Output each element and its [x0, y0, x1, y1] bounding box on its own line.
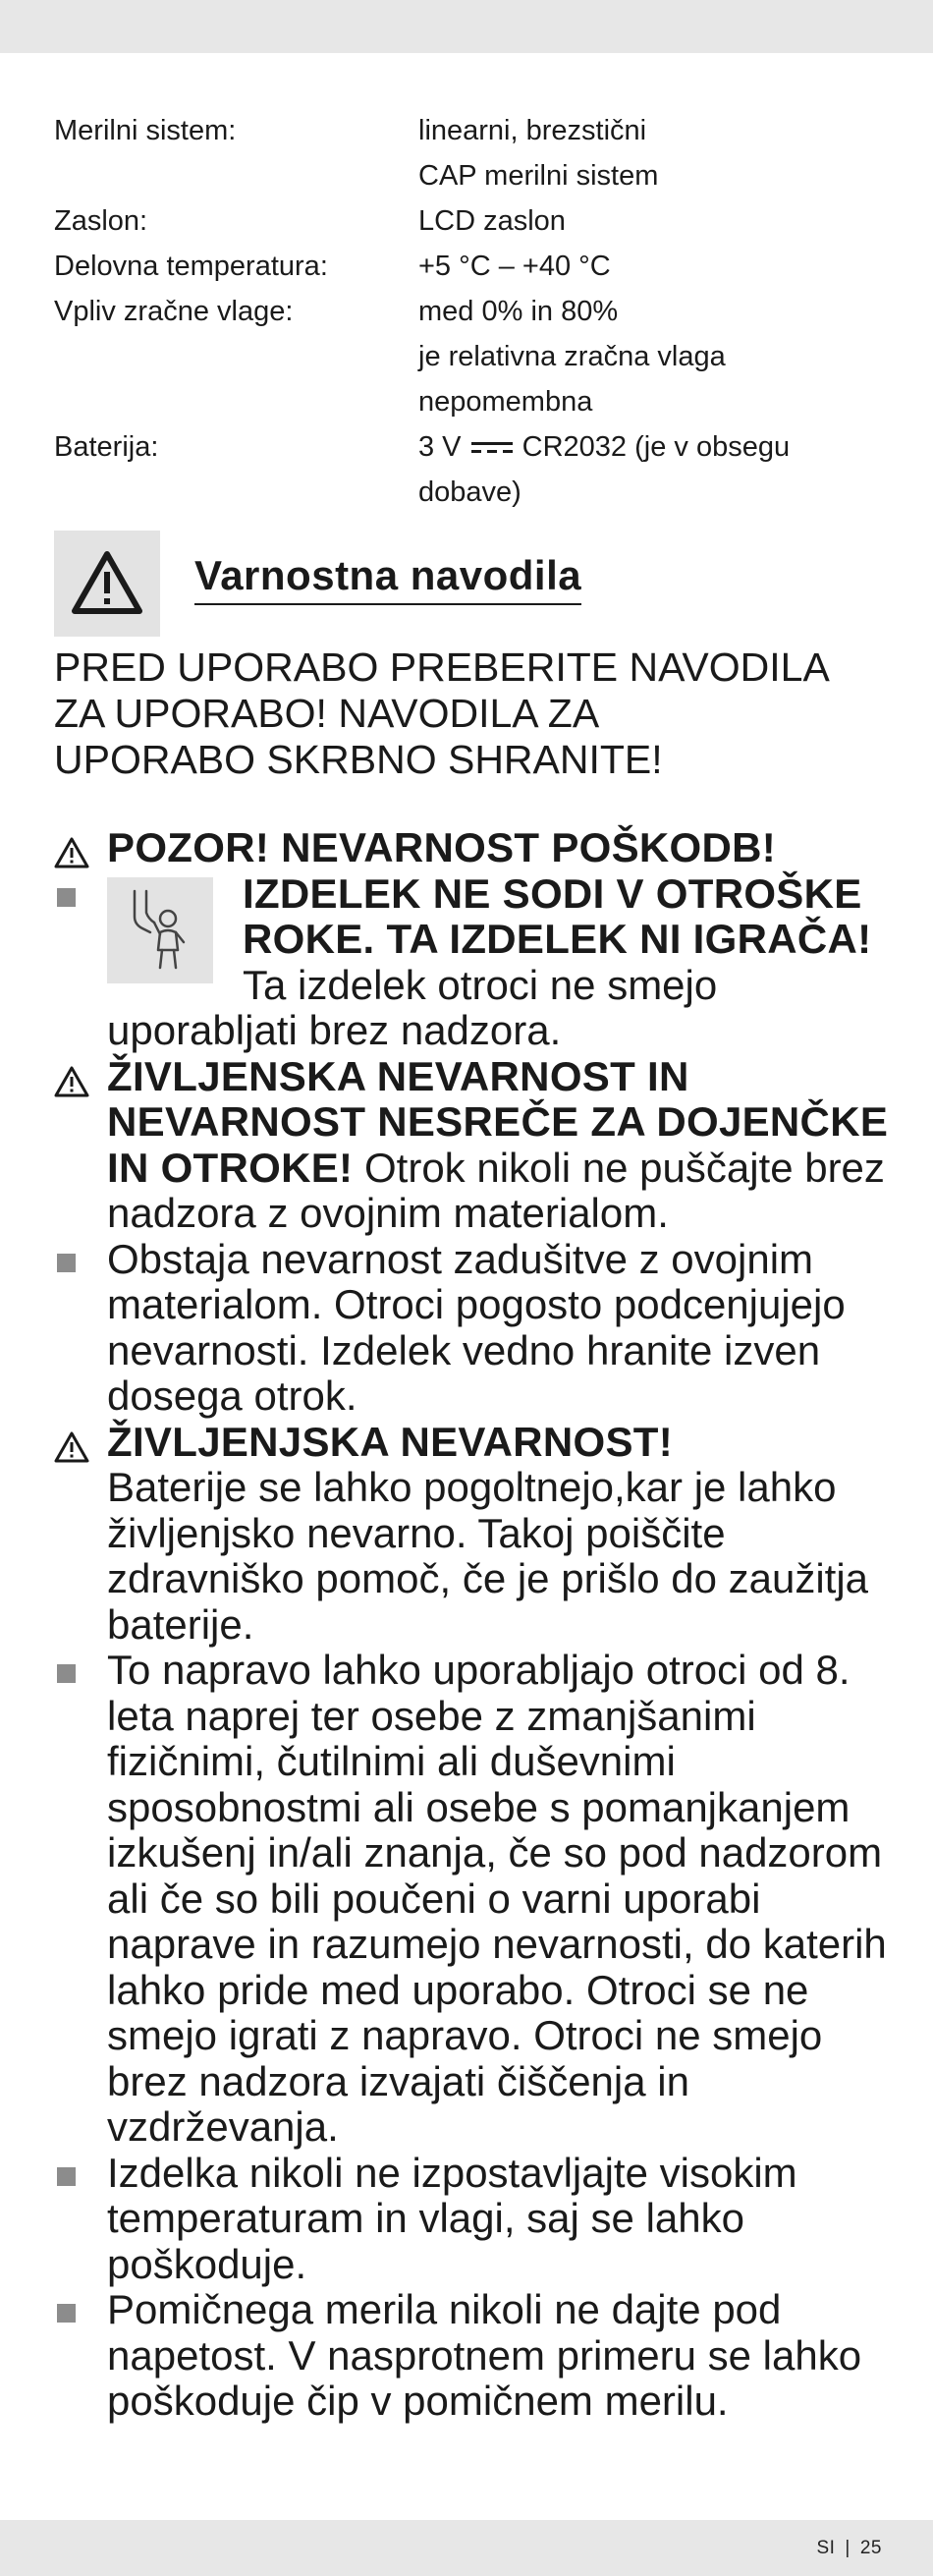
- warning-heading-battery: [54, 1420, 899, 1649]
- page-number: 25: [859, 2538, 882, 2558]
- warning-heading-infants: [54, 1054, 899, 1237]
- warning-heading-text: ŽIVLJENJSKA NEVARNOST!: [107, 1418, 673, 1465]
- bullet-square-icon: [57, 888, 76, 907]
- warning-triangle-icon: [54, 1431, 89, 1463]
- bullet-square-icon: [57, 2167, 76, 2186]
- spec-value-line: dobave): [418, 476, 521, 508]
- warning-text: Baterije se lahko pogoltnejo,kar je lahko življenjsko nevarno. Takoj poiščite zdravniško pomoč, če je prišlo do zaužitja baterije.: [107, 1464, 869, 1648]
- notice-line: UPORABO SKRBNO SHRANITE!: [54, 737, 663, 782]
- dc-current-icon: [471, 439, 513, 457]
- spec-row-battery: [54, 424, 899, 515]
- spec-value-line: je relativna zračna vlaga: [418, 341, 726, 372]
- spec-row-humidity: [54, 289, 899, 424]
- read-instructions-notice: [54, 644, 899, 783]
- warning-heading-injury: [54, 825, 899, 871]
- list-item-children: [54, 871, 899, 1054]
- page-footer: [816, 2538, 882, 2559]
- battery-type: CR2032 (je v obsegu: [521, 431, 791, 463]
- item-bold-text: IZDELEK NE SODI V OTROŠKE ROKE. TA IZDELEK NI IGRAČA!: [243, 869, 872, 962]
- warning-triangle-icon: [71, 550, 143, 615]
- spec-label: Delovna temperatura:: [54, 251, 328, 282]
- notice-line: ZA UPORABO! NAVODILA ZA: [54, 691, 600, 736]
- list-item-voltage: [54, 2287, 899, 2425]
- language-code: SI: [816, 2538, 836, 2558]
- spec-label: Zaslon:: [54, 205, 148, 237]
- spec-value-line: med 0% in 80%: [418, 296, 619, 327]
- spec-value-line: LCD zaslon: [418, 205, 566, 237]
- list-item-temperature: [54, 2151, 899, 2288]
- spec-label: Baterija:: [54, 431, 159, 463]
- bullet-square-icon: [57, 1664, 76, 1683]
- spec-row-measuring-system: [54, 108, 899, 198]
- warning-icon-box: [54, 531, 160, 637]
- warning-triangle-icon: [54, 837, 89, 868]
- list-item-suffocation: [54, 1237, 899, 1420]
- notice-line: PRED UPORABO PREBERITE NAVODILA: [54, 644, 830, 690]
- spec-value: [418, 108, 899, 198]
- spec-table: [54, 108, 899, 515]
- warning-text: Otrok nikoli ne puščajte brez nadzora z ovojnim materialom.: [107, 1144, 885, 1236]
- safety-content: [54, 825, 899, 2425]
- warning-heading-text: ŽIVLJENSKA NEVARNOST IN NEVARNOST NESREČE ZA DOJENČKE IN OTROKE!: [107, 1052, 889, 1191]
- spec-label: Merilni sistem:: [54, 115, 237, 146]
- spec-value-line: CAP merilni sistem: [418, 160, 659, 192]
- item-text: To napravo lahko uporabljajo otroci od 8. leta naprej ter osebe z zmanjšanimi fizičnimi, čutilnimi ali duševnimi sposobnostmi ali osebe s pomanjkanjem izkušenj in/ali znanja, če so pod nadzorom ali če so bili poučeni o varni uporabi naprave in razumejo nevarnosti, do katerih lahko pride med uporabo. Otroci se ne smejo igrati z napravo. Otroci ne smejo brez nadzora izvajati čiščenja in vzdrževanja.: [107, 1647, 887, 2150]
- battery-voltage: 3 V: [418, 431, 462, 463]
- spec-value: [418, 198, 899, 244]
- safety-section-header: [54, 531, 899, 639]
- spec-value: [418, 244, 899, 289]
- list-item-age-restriction: [54, 1648, 899, 2151]
- section-title: Varnostna navodila: [194, 552, 581, 605]
- spec-value-line: nepomembna: [418, 386, 593, 418]
- item-text: Pomičnega merila nikoli ne dajte pod napetost. V nasprotnem primeru se lahko poškoduje čip v pomičnem merilu.: [107, 2286, 862, 2424]
- warning-heading-text: POZOR! NEVARNOST POŠKODB!: [107, 824, 777, 870]
- spec-value: [418, 289, 899, 424]
- child-pictogram: [107, 877, 213, 983]
- footer-separator: |: [845, 2538, 851, 2558]
- spec-value: [418, 424, 899, 515]
- spec-label: Vpliv zračne vlage:: [54, 296, 294, 327]
- child-with-adult-icon: [125, 889, 195, 972]
- bullet-square-icon: [57, 1254, 76, 1272]
- item-text: Obstaja nevarnost zadušitve z ovojnim materialom. Otroci pogosto podcenjujejo nevarnosti. Izdelek vedno hranite izven dosega otrok.: [107, 1235, 846, 1419]
- spec-row-display: [54, 198, 899, 244]
- item-text: Ta izdelek otroci ne smejo uporabljati brez nadzora.: [107, 961, 718, 1053]
- spec-value-line: linearni, brezstični: [418, 115, 647, 146]
- spec-value-line: [418, 424, 899, 470]
- spec-row-operating-temperature: [54, 244, 899, 289]
- warning-triangle-icon: [54, 1066, 89, 1097]
- bullet-square-icon: [57, 2304, 76, 2323]
- top-margin-band: [0, 0, 933, 53]
- item-text: Izdelka nikoli ne izpostavljajte visokim temperaturam in vlagi, saj se lahko poškoduje.: [107, 2149, 797, 2287]
- spec-value-line: +5 °C – +40 °C: [418, 251, 611, 282]
- footer-band: [0, 2520, 933, 2576]
